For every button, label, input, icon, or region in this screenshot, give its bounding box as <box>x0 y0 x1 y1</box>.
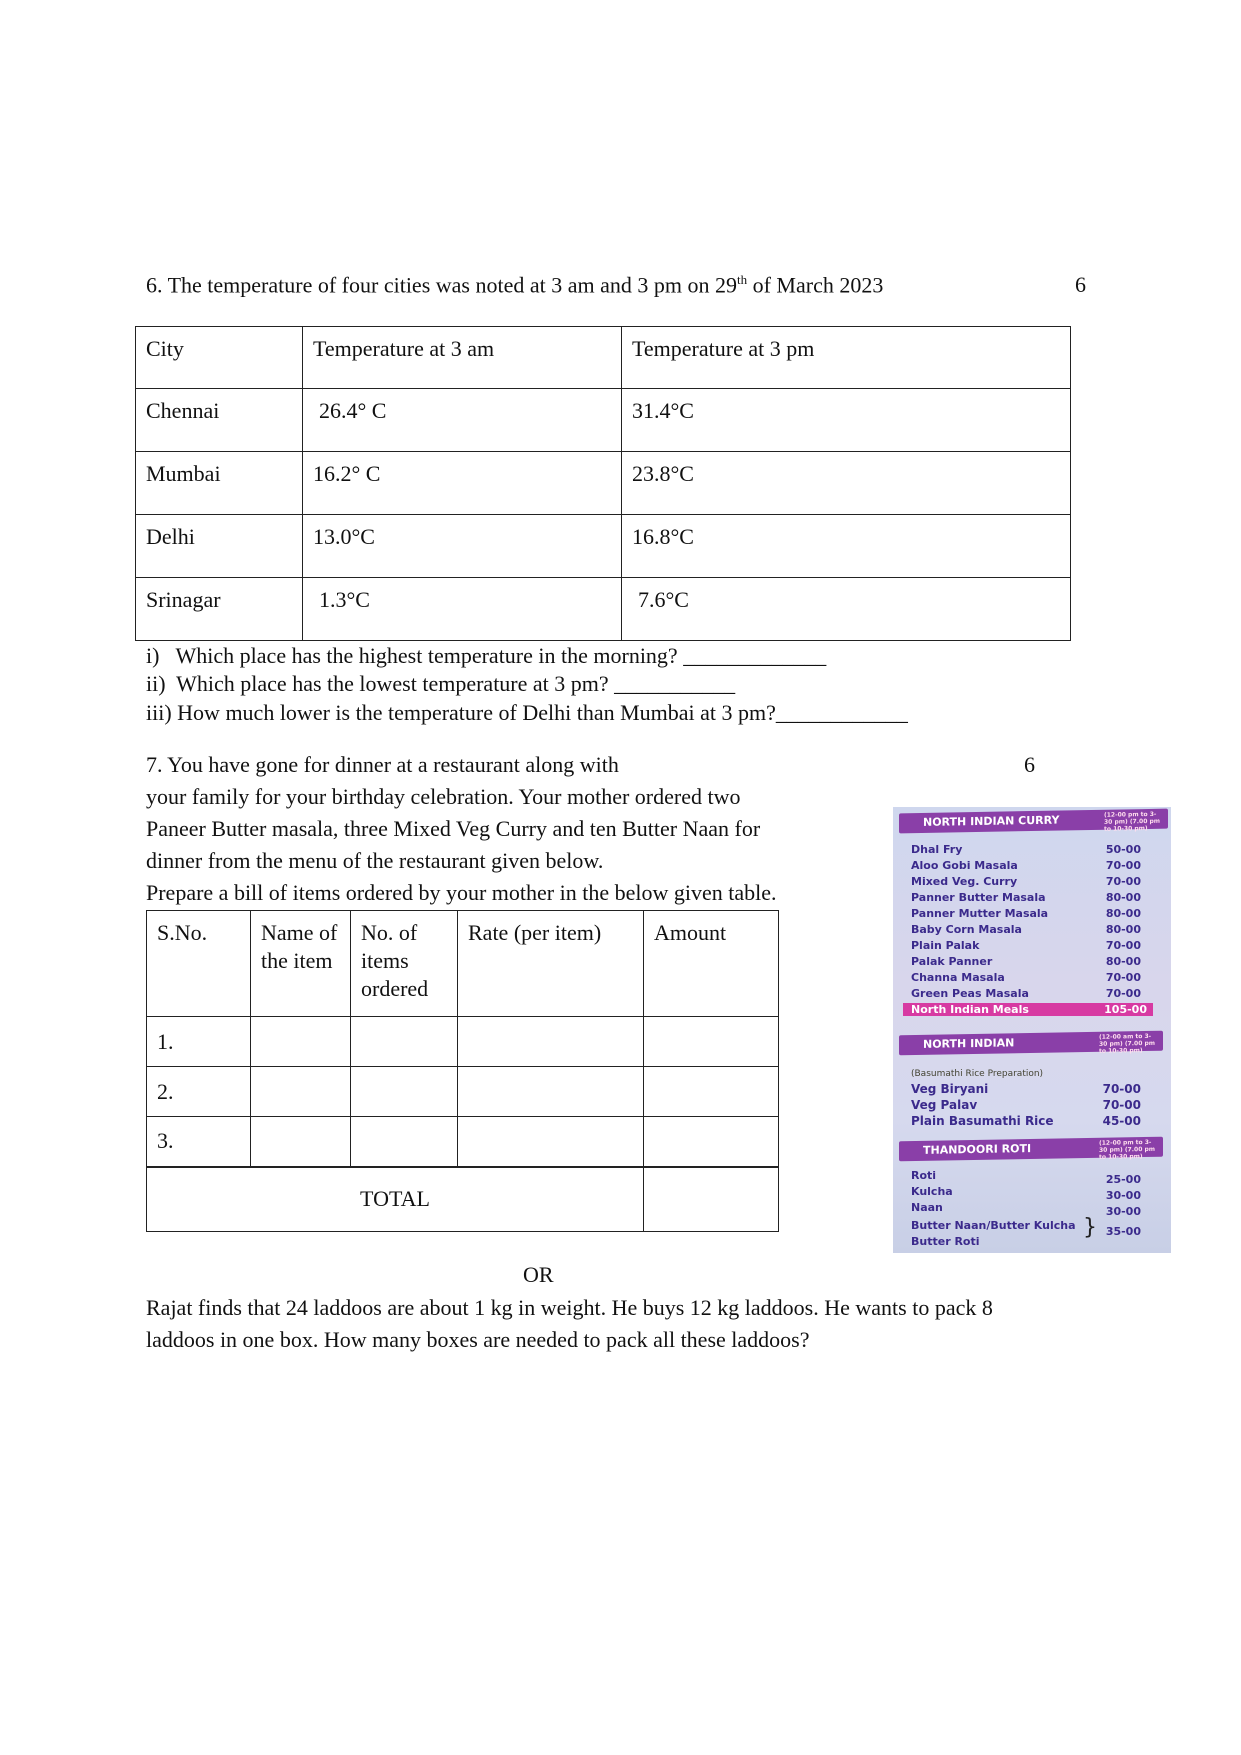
bill-cell-empty <box>644 1017 779 1067</box>
temp-3am-cell: 16.2° C <box>303 452 622 515</box>
menu-item: Aloo Gobi Masala 70-00 <box>911 859 1141 872</box>
bill-cell-empty <box>458 1117 644 1167</box>
menu-item: Mixed Veg. Curry 70-00 <box>911 875 1141 888</box>
menu-section-hours: (12-00 am to 3-30 pm) (7.00 pm to 10-30 pm) <box>1099 1032 1155 1055</box>
menu-item: Veg Biryani 70-00 <box>911 1082 1141 1096</box>
menu-item: Dhal Fry 50-00 <box>911 843 1141 856</box>
bill-row <box>147 1067 779 1117</box>
bill-sno: 1. <box>147 1017 251 1067</box>
question-iii: iii) How much lower is the temperature of Delhi than Mumbai at 3 pm?____________ <box>146 700 908 725</box>
menu-item: Roti 25-00 <box>911 1169 1141 1186</box>
q6-marks: 6 <box>1075 272 1086 297</box>
bill-header-sno: S.No. <box>147 911 251 1017</box>
menu-section-banner <box>899 1137 1163 1162</box>
temp-3pm-cell: 23.8°C <box>622 452 1071 515</box>
bill-header-row <box>147 911 779 1017</box>
bill-total-label: TOTAL <box>147 1167 644 1232</box>
bill-cell-empty <box>251 1067 351 1117</box>
menu-item: Panner Butter Masala 80-00 <box>911 891 1141 904</box>
q7-line-3: Paneer Butter masala, three Mixed Veg Curry and ten Butter Naan for <box>146 816 761 841</box>
alt-question-line-1: Rajat finds that 24 laddoos are about 1 kg in weight. He buys 12 kg laddoos. He wants to pack 8 <box>146 1295 993 1320</box>
table-row <box>136 452 1071 515</box>
bill-cell-empty <box>644 1117 779 1167</box>
menu-item: Plain Basumathi Rice 45-00 <box>911 1114 1141 1128</box>
table-row <box>136 515 1071 578</box>
q7-line-4: dinner from the menu of the restaurant given below. <box>146 848 604 873</box>
temp-3am-cell: 1.3°C <box>303 578 622 641</box>
menu-item: Naan 30-00 <box>911 1201 1141 1218</box>
temp-3pm-cell: 31.4°C <box>622 389 1071 452</box>
bill-total-row <box>147 1167 779 1232</box>
city-cell: Mumbai <box>136 452 303 515</box>
bill-cell-empty <box>458 1067 644 1117</box>
bill-header-rate: Rate (per item) <box>458 911 644 1017</box>
menu-item: Kulcha 30-00 <box>911 1185 1141 1202</box>
temp-3pm-cell: 16.8°C <box>622 515 1071 578</box>
menu-item: Butter Roti <box>911 1235 980 1248</box>
menu-section-hours: (12-00 pm to 3-30 pm) (7.00 pm to 10-30 pm) <box>1099 1138 1155 1161</box>
bill-cell-empty <box>351 1017 458 1067</box>
q6-title: 6. The temperature of four cities was noted at 3 am and 3 pm on 29th of March 2023 <box>146 272 884 298</box>
temp-3am-cell: 13.0°C <box>303 515 622 578</box>
menu-section-banner <box>899 1031 1163 1056</box>
bill-header-name: Name of the item <box>251 911 351 1017</box>
table-row <box>136 578 1071 641</box>
table-row <box>136 389 1071 452</box>
q7-line-1: 7. You have gone for dinner at a restaurant along with <box>146 752 619 777</box>
city-cell: Chennai <box>136 389 303 452</box>
q7-line-5: Prepare a bill of items ordered by your mother in the below given table. <box>146 880 777 905</box>
question-i: i) Which place has the highest temperature in the morning? _____________ <box>146 643 827 668</box>
menu-section-hours: (12-00 pm to 3-30 pm) (7.00 pm to 10-30 pm) <box>1104 810 1160 833</box>
bill-cell-empty <box>458 1017 644 1067</box>
menu-section-title: NORTH INDIAN <box>923 1036 1015 1051</box>
bill-header-count: No. of items ordered <box>351 911 458 1017</box>
bill-sno: 3. <box>147 1117 251 1167</box>
header-temp-3pm: Temperature at 3 pm <box>622 327 1071 389</box>
temp-3pm-cell: 7.6°C <box>622 578 1071 641</box>
q7-line-2: your family for your birthday celebration. Your mother ordered two <box>146 784 741 809</box>
brace-icon: } <box>1083 1215 1097 1240</box>
menu-item: Channa Masala 70-00 <box>911 971 1141 984</box>
menu-item: Baby Corn Masala 80-00 <box>911 923 1141 936</box>
header-temp-3am: Temperature at 3 am <box>303 327 622 389</box>
menu-item-highlight: North Indian Meals 105-00 <box>903 1003 1153 1016</box>
bill-cell-empty <box>251 1117 351 1167</box>
temp-3am-cell: 26.4° C <box>303 389 622 452</box>
bill-row <box>147 1117 779 1167</box>
bill-header-amount: Amount <box>644 911 779 1017</box>
bill-cell-empty <box>351 1067 458 1117</box>
menu-item: Palak Panner 80-00 <box>911 955 1141 968</box>
bill-cell-empty <box>644 1067 779 1117</box>
bill-table <box>146 910 779 1232</box>
menu-section-title: THANDOORI ROTI <box>923 1141 1032 1157</box>
menu-item: Veg Palav 70-00 <box>911 1098 1141 1112</box>
menu-item: Green Peas Masala 70-00 <box>911 987 1141 1000</box>
q7-marks: 6 <box>1024 752 1035 777</box>
bill-sno: 2. <box>147 1067 251 1117</box>
question-ii: ii) Which place has the lowest temperature at 3 pm? ___________ <box>146 671 736 696</box>
city-cell: Delhi <box>136 515 303 578</box>
menu-section-title: NORTH INDIAN CURRY <box>923 813 1060 829</box>
or-label: OR <box>523 1262 554 1287</box>
header-city: City <box>136 327 303 389</box>
temperature-table <box>135 326 1071 641</box>
bill-cell-empty <box>251 1017 351 1067</box>
table-header-row <box>136 327 1071 389</box>
bill-row <box>147 1017 779 1067</box>
menu-item: Panner Mutter Masala 80-00 <box>911 907 1141 920</box>
bill-total-amount <box>644 1167 779 1232</box>
alt-question-line-2: laddoos in one box. How many boxes are needed to pack all these laddoos? <box>146 1327 810 1352</box>
menu-section-subtitle: (Basumathi Rice Preparation) <box>911 1069 1044 1079</box>
menu-item: Plain Palak 70-00 <box>911 939 1141 952</box>
menu-section-banner <box>899 809 1168 834</box>
bill-cell-empty <box>351 1117 458 1167</box>
menu-item: Butter Naan/Butter Kulcha 35-00 <box>911 1219 1141 1238</box>
restaurant-menu-image <box>893 807 1171 1253</box>
city-cell: Srinagar <box>136 578 303 641</box>
